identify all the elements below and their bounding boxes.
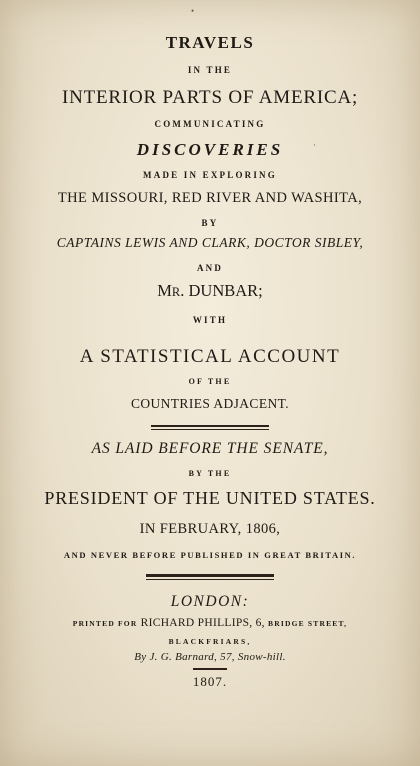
text-printer-barnard: By J. G. Barnard, 57, Snow-hill. [134, 651, 286, 663]
title-statistical-account: A STATISTICAL ACCOUNT [79, 346, 341, 367]
text-president: PRESIDENT OF THE UNITED STATES. [44, 488, 376, 508]
text-in-the: IN THE [187, 65, 233, 75]
text-rivers: THE MISSOURI, RED RIVER AND WASHITA, [57, 190, 363, 206]
text-february-1806: IN FEBRUARY, 1806, [139, 521, 281, 537]
text-never-before-published: AND NEVER BEFORE PUBLISHED IN GREAT BRITAIN. [63, 550, 357, 560]
text-blackfriars: BLACKFRIARS, [168, 637, 252, 646]
text-authors: CAPTAINS LEWIS AND CLARK, DOCTOR SIBLEY, [56, 235, 364, 250]
text-by-the: BY THE [188, 469, 232, 478]
text-countries-adjacent: COUNTRIES ADJACENT. [130, 396, 290, 411]
text-laid-before-senate: AS LAID BEFORE THE SENATE, [91, 440, 329, 457]
title-interior-parts: INTERIOR PARTS OF AMERICA; [61, 87, 359, 108]
text-made-in-exploring: MADE IN EXPLORING [143, 170, 277, 180]
text-and: AND [196, 263, 224, 273]
text-by: BY [201, 218, 219, 228]
thin-rule [146, 579, 274, 580]
text-communicating: COMMUNICATING [154, 119, 266, 129]
short-rule [193, 668, 227, 670]
dunbar-name: . DUNBAR; [180, 281, 263, 300]
ink-speck: · [313, 140, 316, 150]
text-printer [0, 618, 420, 630]
text-year: 1807. [192, 674, 228, 689]
dunbar-small-r: R [171, 285, 181, 299]
dunbar-initial: M [157, 281, 172, 300]
ink-speck: • [191, 6, 195, 16]
double-rule-bottom [151, 429, 269, 430]
title-discoveries: DISCOVERIES [136, 140, 284, 159]
double-rule-top [151, 425, 269, 427]
text-london: LONDON: [170, 593, 250, 610]
text-mr-dunbar [0, 283, 420, 300]
thick-rule [146, 574, 274, 577]
text-of-the: OF THE [188, 377, 232, 386]
text-with: WITH [192, 315, 228, 325]
title-travels: TRAVELS [165, 33, 255, 52]
printed-for: PRINTED FOR [72, 619, 138, 628]
publisher-name: RICHARD PHILLIPS, 6, [137, 617, 269, 629]
bridge-street: BRIDGE STREET, [268, 619, 348, 628]
